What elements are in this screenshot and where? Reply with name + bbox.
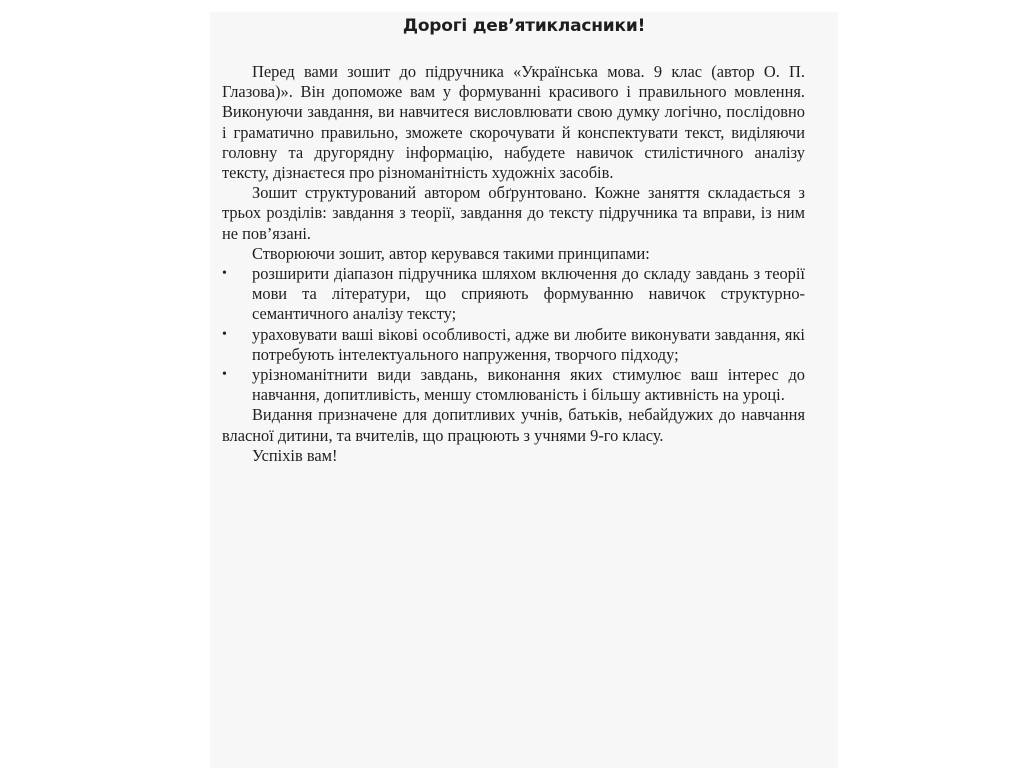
document-body bbox=[222, 62, 805, 466]
principles-intro-paragraph: Створюючи зошит, автор керувався такими принципами: bbox=[252, 243, 650, 263]
structure-paragraph: Зошит структурований автором обґрунтовано. Кожне заняття складається з трьох розділів: завдання з теорії, завдання до тексту підручника та вправи, із ним не пов’язані. bbox=[222, 183, 805, 243]
list-item bbox=[222, 365, 805, 405]
audience-paragraph: Видання призначене для допитливих учнів, батьків, небайдужих до навчання власної дитини, та вчителів, що працюють з учнями 9-го класу. bbox=[222, 405, 805, 445]
bullet-icon: • bbox=[222, 367, 227, 383]
bullet-icon: • bbox=[222, 266, 227, 282]
list-item bbox=[222, 325, 805, 365]
list-item bbox=[222, 264, 805, 325]
document-page bbox=[210, 12, 838, 768]
page-title: Дорогі дев’ятикласники! bbox=[402, 16, 646, 36]
list-item-text: ураховувати ваші вікові особливості, адже ви любите виконувати завдання, які потребують інтелектуального напруження, творчого підходу; bbox=[252, 324, 805, 364]
principles-list bbox=[222, 264, 805, 405]
bullet-icon: • bbox=[222, 326, 227, 342]
list-item-text: розширити діапазон підручника шляхом включення до складу завдань з теорії мови та літератури, що сприяють формуванню навичок структурно-семантичного аналізу тексту; bbox=[252, 264, 805, 324]
closing-paragraph: Успіхів вам! bbox=[252, 445, 338, 465]
intro-paragraph: Перед вами зошит до підручника «Українська мова. 9 клас (автор О. П. Глазова)». Він допоможе вам у формуванні красивого і правильного мовлення. Виконуючи завдання, ви навчитеся висловлювати свою думку логічно, послідовно і граматично правильно, зможете скорочувати й конспектувати текст, виділяючи головну та другорядну інформацію, набудете навичок стилістичного аналізу тексту, дізнаєтеся про різноманітність художніх засобів. bbox=[222, 62, 805, 183]
list-item-text: урізноманітнити види завдань, виконання яких стимулює ваш інтерес до навчання, допитливість, меншу стомлюваність і більшу активність на уроці. bbox=[252, 365, 805, 405]
